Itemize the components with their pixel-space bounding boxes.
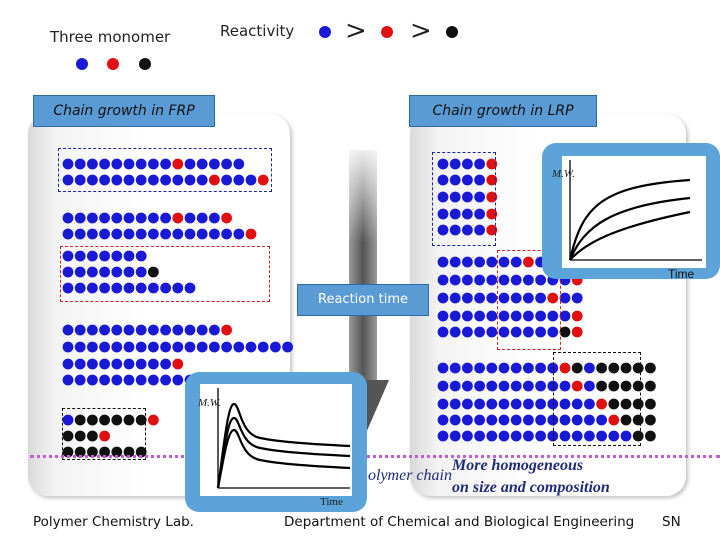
divider-line [30,455,720,458]
lrp-monomer [511,381,522,392]
greater-than-2: > [410,16,432,46]
lrp-monomer [486,399,497,410]
lrp-monomer [438,399,449,410]
lrp-monomer [438,327,449,338]
frp-monomer [124,375,135,386]
frp-plot-area [200,384,352,496]
frp-monomer [148,375,159,386]
lrp-monomer [438,431,449,442]
frp-curve-3 [218,430,350,488]
frp-monomer [233,229,244,240]
frp-group-box-black [62,408,146,460]
frp-group-box-red [60,246,270,302]
frp-monomer [160,342,171,353]
lrp-monomer [645,415,656,426]
lrp-monomer [474,311,485,322]
frp-monomer [148,213,159,224]
lrp-curve-3 [570,212,690,260]
frp-monomer [221,342,232,353]
frp-monomer [63,229,74,240]
frp-monomer [270,342,281,353]
lrp-monomer [462,311,473,322]
frp-monomer [160,359,171,370]
lrp-monomer [499,381,510,392]
lrp-monomer [645,363,656,374]
lrp-monomer [486,327,497,338]
lrp-monomer [462,327,473,338]
frp-monomer [185,213,196,224]
lrp-monomer [450,399,461,410]
frp-monomer [87,359,98,370]
frp-monomer [221,213,232,224]
lrp-monomer [499,399,510,410]
lrp-monomer [450,293,461,304]
lrp-monomer [560,311,571,322]
lrp-monomer [486,431,497,442]
frp-monomer [75,375,86,386]
lrp-monomer [438,311,449,322]
frp-monomer [111,229,122,240]
lrp-monomer [486,363,497,374]
polymer-chain-text: olymer chain [368,467,452,484]
lrp-monomer [462,275,473,286]
lrp-monomer [462,399,473,410]
frp-monomer [221,229,232,240]
more-homogeneous-text: More homogeneous [452,457,584,474]
lrp-monomer [438,381,449,392]
frp-monomer [172,359,183,370]
lrp-curve-2 [570,198,690,260]
lrp-monomer [438,275,449,286]
lrp-monomer [523,415,534,426]
lrp-monomer [560,327,571,338]
three-monomer-label: Three monomer [50,28,171,46]
frp-ylabel: M.W. [198,397,221,409]
frp-monomer [136,325,147,336]
lrp-monomer [499,363,510,374]
frp-curve-1 [218,404,350,488]
lrp-monomer [511,415,522,426]
lrp-monomer [486,275,497,286]
frp-monomer [246,229,257,240]
lrp-monomer [450,363,461,374]
frp-monomer [75,229,86,240]
frp-monomer [99,213,110,224]
frp-monomer [172,325,183,336]
lrp-monomer [535,431,546,442]
frp-monomer [111,375,122,386]
lrp-monomer [462,257,473,268]
lrp-monomer [450,381,461,392]
lrp-monomer [511,431,522,442]
lrp-monomer [450,257,461,268]
frp-monomer [111,342,122,353]
reaction-time-label: Reaction time [297,284,429,316]
frp-monomer [124,342,135,353]
frp-monomer [148,342,159,353]
frp-group-box-blue [58,148,272,192]
frp-monomer [172,375,183,386]
footer-department: Department of Chemical and Biological Engineering [284,514,635,530]
lrp-monomer [450,311,461,322]
frp-monomer [148,229,159,240]
frp-monomer [99,342,110,353]
lrp-monomer [462,431,473,442]
lrp-label: Chain growth in LRP [409,95,597,127]
frp-monomer [63,342,74,353]
lrp-monomer [450,415,461,426]
lrp-monomer [560,293,571,304]
lrp-monomer [450,327,461,338]
lrp-mw-plot [562,156,706,268]
lrp-monomer [486,311,497,322]
frp-monomer [99,359,110,370]
frp-monomer [172,213,183,224]
frp-monomer [209,229,220,240]
lrp-monomer [535,363,546,374]
frp-monomer [136,359,147,370]
lrp-monomer [474,415,485,426]
lrp-monomer [474,399,485,410]
frp-monomer [160,325,171,336]
frp-monomer [75,359,86,370]
lrp-monomer [523,399,534,410]
lrp-xlabel: Time [668,267,695,281]
frp-monomer [63,213,74,224]
lrp-monomer [438,293,449,304]
frp-monomer [87,325,98,336]
frp-monomer [63,325,74,336]
lrp-monomer [462,293,473,304]
frp-monomer [172,229,183,240]
frp-monomer [136,229,147,240]
lrp-monomer [572,311,583,322]
frp-monomer [99,325,110,336]
lrp-monomer [474,257,485,268]
frp-monomer [148,359,159,370]
lrp-monomer [535,381,546,392]
frp-monomer [63,359,74,370]
lrp-monomer [535,415,546,426]
frp-monomer [258,342,269,353]
lrp-group-box-blue [432,152,496,246]
lrp-monomer [462,381,473,392]
footer-logo-text: SN [662,514,681,530]
lrp-monomer [499,431,510,442]
lrp-plot-area [562,156,706,268]
frp-label: Chain growth in FRP [33,95,215,127]
frp-monomer [111,325,122,336]
frp-monomer [124,359,135,370]
frp-monomer [233,342,244,353]
lrp-ylabel: M.W. [552,168,575,180]
reactivity-label: Reactivity [220,22,295,40]
lrp-monomer [535,399,546,410]
frp-mw-plot [200,384,352,496]
lrp-monomer [511,399,522,410]
lrp-monomer [462,363,473,374]
frp-monomer [87,342,98,353]
lrp-monomer [645,431,656,442]
lrp-monomer [474,293,485,304]
frp-monomer [209,342,220,353]
greater-than-1: > [345,16,367,46]
frp-monomer [185,325,196,336]
lrp-monomer [474,275,485,286]
lrp-curve-1 [570,180,690,260]
frp-monomer [246,342,257,353]
frp-monomer [148,325,159,336]
frp-monomer [111,359,122,370]
frp-monomer [87,213,98,224]
frp-monomer [209,325,220,336]
lrp-monomer [462,415,473,426]
frp-monomer [282,342,293,353]
frp-monomer [197,213,208,224]
lrp-monomer [499,415,510,426]
frp-monomer [160,229,171,240]
frp-monomer [160,213,171,224]
frp-monomer [99,375,110,386]
frp-monomer [124,213,135,224]
frp-monomer [124,325,135,336]
frp-monomer [75,342,86,353]
frp-monomer [172,342,183,353]
lrp-monomer [486,415,497,426]
frp-xlabel: Time [320,496,343,508]
lrp-monomer [572,293,583,304]
frp-monomer [209,213,220,224]
frp-monomer [75,325,86,336]
lrp-monomer [474,363,485,374]
lrp-monomer [486,257,497,268]
lrp-monomer [523,431,534,442]
frp-monomer [136,213,147,224]
lrp-monomer [486,381,497,392]
frp-monomer [87,229,98,240]
frp-monomer [111,213,122,224]
frp-monomer [136,375,147,386]
frp-monomer [185,229,196,240]
frp-monomer [197,325,208,336]
frp-monomer [75,213,86,224]
frp-monomer [87,375,98,386]
lrp-group-box-black [553,352,641,446]
lrp-monomer [450,431,461,442]
frp-monomer [197,229,208,240]
frp-monomer [124,229,135,240]
footer-lab: Polymer Chemistry Lab. [33,514,194,530]
lrp-monomer [438,363,449,374]
frp-curve-2 [218,418,350,488]
lrp-monomer [645,381,656,392]
frp-monomer [99,229,110,240]
lrp-monomer [474,381,485,392]
lrp-monomer [438,257,449,268]
lrp-monomer [474,327,485,338]
lrp-monomer [523,363,534,374]
lrp-monomer [523,381,534,392]
on-size-composition-text: on size and composition [452,479,610,496]
frp-monomer [197,342,208,353]
lrp-monomer [486,293,497,304]
lrp-monomer [572,327,583,338]
frp-monomer [160,375,171,386]
lrp-monomer [511,363,522,374]
frp-monomer [221,325,232,336]
frp-monomer [148,415,159,426]
lrp-monomer [450,275,461,286]
frp-monomer [185,342,196,353]
lrp-monomer [474,431,485,442]
lrp-monomer [645,399,656,410]
lrp-monomer [438,415,449,426]
frp-monomer [63,375,74,386]
frp-monomer [136,342,147,353]
